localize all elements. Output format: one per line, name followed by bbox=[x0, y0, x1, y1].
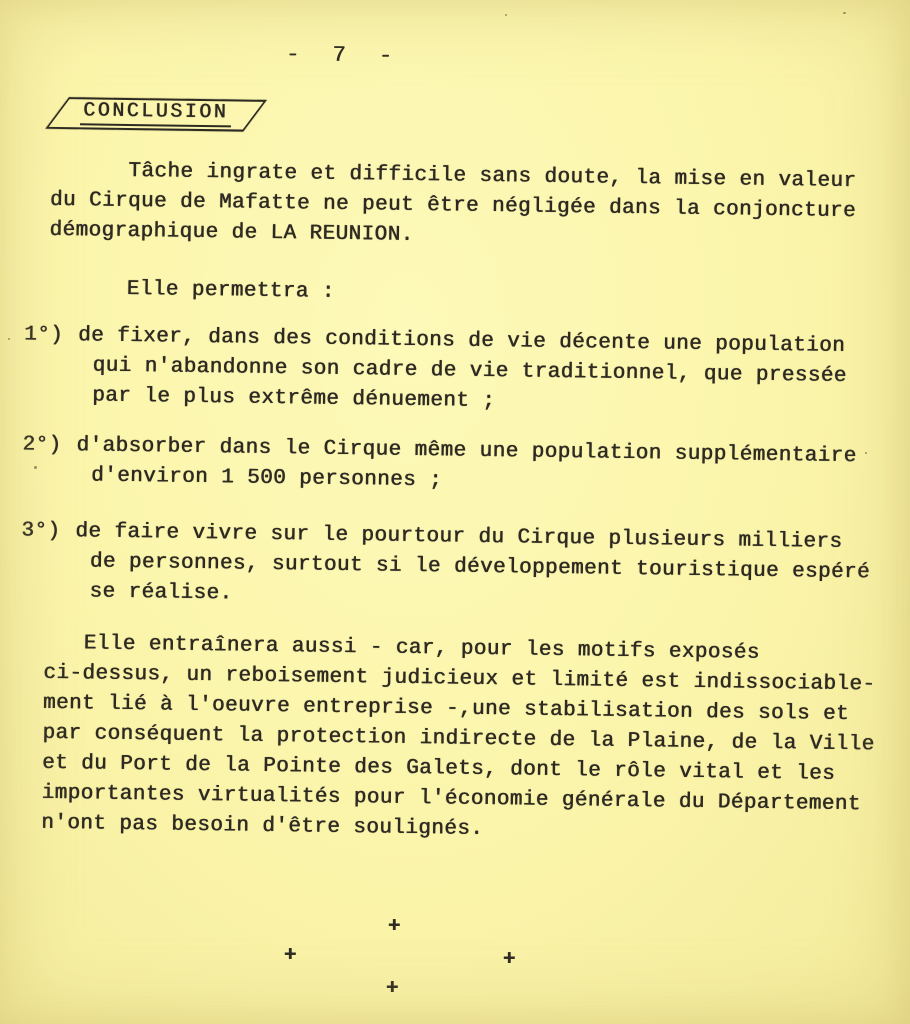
paragraph-1 bbox=[49, 156, 856, 257]
item-number: 3°) bbox=[21, 519, 61, 544]
paper-speck bbox=[8, 338, 10, 340]
paper-speck bbox=[843, 12, 846, 14]
text-line: se réalise. bbox=[89, 580, 233, 606]
plus-mark: + bbox=[387, 915, 401, 939]
text-line: et du Port de la Pointe des Galets, dont le rôle vital et les bbox=[41, 751, 836, 786]
intro-line: Elle permettra : bbox=[126, 277, 335, 304]
paper-speck bbox=[505, 14, 507, 16]
text-line: démographique de LA REUNION. bbox=[49, 218, 414, 247]
text-line: n'ont pas besoin d'être soulignés. bbox=[41, 811, 484, 841]
list-item-3 bbox=[21, 517, 871, 618]
text-line: du Cirque de Mafatte ne peut être négligée dans la conjoncture bbox=[49, 188, 857, 224]
text-line: de fixer, dans des conditions de vie décente une population bbox=[77, 324, 846, 358]
text-line: par le plus extrême dénuement ; bbox=[92, 384, 496, 414]
text-line: d'absorber dans le Cirque même une population supplémentaire bbox=[76, 434, 857, 469]
text-line: Elle entraînera aussi - car, pour les motifs exposés bbox=[83, 632, 760, 665]
paper-speck bbox=[865, 452, 867, 454]
paper-speck bbox=[34, 466, 37, 469]
text-line: d'environ 1 500 personnes ; bbox=[90, 464, 443, 493]
text-line: ci-dessus, un reboisement judicieux et limité est indissociable- bbox=[43, 661, 876, 697]
text-line: qui n'abandonne son cadre de vie traditionnel, que pressée bbox=[92, 354, 847, 389]
plus-mark: + bbox=[385, 977, 399, 1001]
section-heading-box bbox=[45, 97, 267, 131]
paragraph-2 bbox=[41, 629, 876, 851]
text-line: de personnes, surtout si le développement touristique espéré bbox=[89, 550, 871, 585]
text-line: ment lié à l'oeuvre entreprise -,une stabilisation des sols et bbox=[42, 691, 850, 727]
text-line: importantes virtualités pour l'économie générale du Département bbox=[41, 781, 861, 817]
text-line: de faire vivre sur le pourtour du Cirque plusieurs milliers bbox=[75, 520, 843, 554]
item-number: 1°) bbox=[23, 323, 64, 348]
page-number: - 7 - bbox=[285, 42, 394, 69]
text-line: par conséquent la protection indirecte de la Plaine, de la Ville bbox=[42, 721, 875, 757]
section-heading: CONCLUSION bbox=[80, 101, 231, 127]
text-line: Tâche ingrate et difficile sans doute, la mise en valeur bbox=[128, 159, 857, 194]
list-item-2 bbox=[22, 431, 857, 502]
plus-mark: + bbox=[283, 944, 297, 968]
plus-mark: + bbox=[502, 948, 516, 972]
item-number: 2°) bbox=[22, 433, 62, 458]
list-item-1 bbox=[23, 321, 847, 422]
